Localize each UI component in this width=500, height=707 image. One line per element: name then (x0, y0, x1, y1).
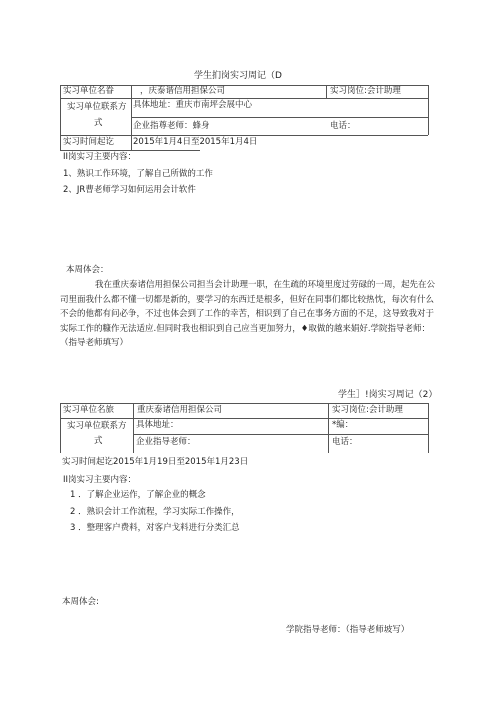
table-rule (131, 85, 132, 150)
table-rule (60, 150, 200, 151)
reflection-heading: 本周体会： (66, 265, 109, 275)
table-rule (60, 403, 61, 453)
unit-name-value: 重庆泰诸信用担保公司 (137, 405, 223, 415)
position-value: 实习岗位:会计助理 (330, 86, 401, 96)
reflection-text: 我在重庆泰诸信用担保公司担当会计助理一职，在生疏的环境里度过劳碌的一周，起先在公司里面我什么都不懂一切都是新的，要学习的东西迁是根多，但好在同事们都比较热忱，每次有什么不会的他都有问必争，不过也体会到了工作的幸苦，相识到了自己在事务方面的不足，这导致我对于实际工作的糠作无法适应.但同时我也相识到自己应当更加努力，♦取做的越来娟好.学院指导老师：（指导老师填写） (60, 280, 436, 348)
phone-label: 电话： (332, 437, 358, 447)
table-rule (60, 98, 428, 99)
table-rule (428, 85, 429, 135)
table-rule (60, 403, 428, 404)
position-value: 实习岗位:会计助理 (332, 405, 403, 415)
contact-label-line1: 实习单位联系方 (67, 102, 127, 112)
list-item: 1、熟识工作环境，了解自己所做的工作 (63, 169, 213, 179)
table-rule (60, 135, 428, 136)
week1-title: 学生扪岗实习周记（D (194, 71, 282, 81)
contact-label-line1: 实习单位联系方 (67, 421, 127, 431)
period-value: 2015年1月4日至2015年1月4日 (133, 137, 258, 147)
table-rule (428, 403, 429, 453)
content-heading: II岗实习主要内容： (63, 152, 137, 162)
contact-label-line2: 式 (94, 436, 103, 446)
teacher-value: 企业指尊老师：蜂身 (133, 121, 210, 131)
contact-label-line2: 式 (94, 118, 103, 128)
week2-title: 学生］!岗实习周记（2） (338, 390, 438, 400)
table-rule (326, 85, 327, 98)
postcode-label: *编： (332, 420, 354, 430)
table-rule (60, 85, 61, 150)
period-label: 实习时间起讫 (63, 137, 115, 147)
address-value: 具体地址：重庆市南坪会展中心 (133, 100, 253, 110)
list-item: 2 ．熟识会计工作流程，学习实际工作操作， (70, 507, 240, 517)
list-item: 1 ．了解企业运作，了解企业的概念 (70, 490, 206, 500)
content-heading: II岗实习主要内容： (63, 475, 137, 485)
table-rule (131, 117, 428, 118)
list-item: 2、JR曹老师学习如何运用会计软件 (63, 185, 196, 195)
table-rule (133, 434, 428, 435)
table-rule (60, 418, 428, 419)
unit-name-value: ，庆泰谐信用担保公司 (140, 86, 226, 96)
teacher-value: 企业指导老师： (136, 437, 196, 447)
unit-name-label: 实习单位名眷 (63, 86, 115, 96)
period-line: 实习时间起讫2015年1月19日至2015年1月23日 (62, 457, 249, 467)
table-rule (133, 403, 134, 453)
unit-name-label: 实习单位名旅 (63, 405, 115, 415)
signature-line: 学院指导老师：（指导老师坡写） (286, 625, 410, 635)
list-item: 3 ．整理客户费料，对客户戈料进行分类汇总 (70, 523, 240, 533)
phone-label: 电话： (330, 121, 356, 131)
table-rule (328, 403, 329, 453)
address-value: 具体地址： (136, 420, 179, 430)
reflection-heading: 本周体会: (62, 597, 99, 607)
